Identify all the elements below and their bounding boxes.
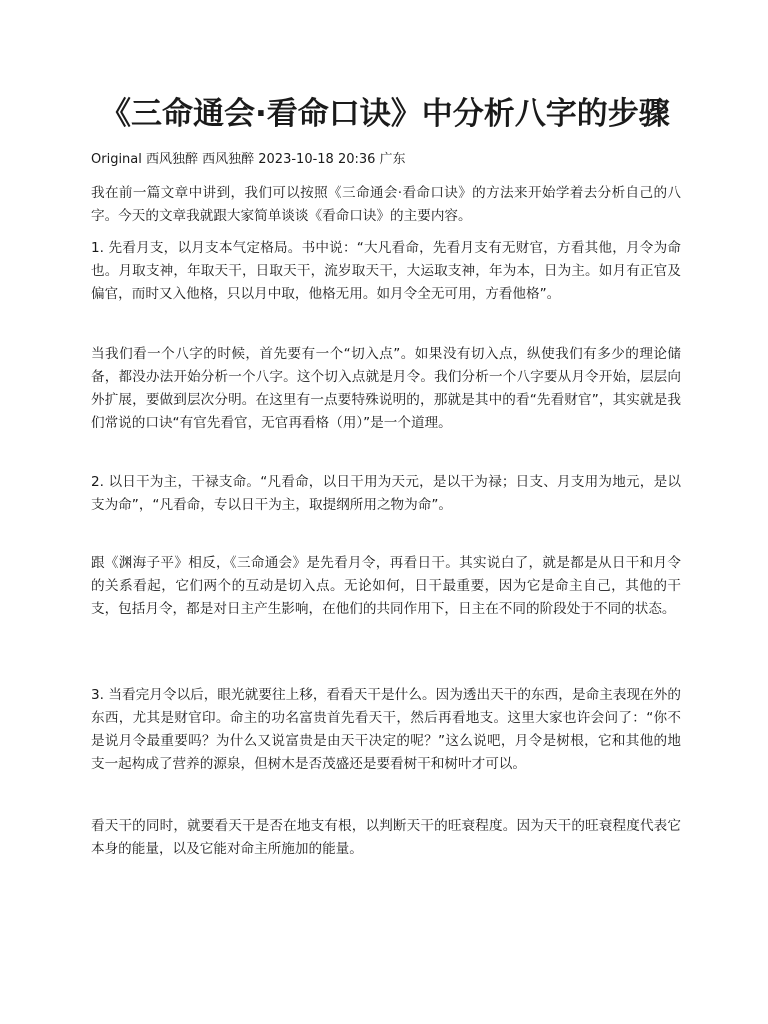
paragraph-step-1-explanation: 当我们看一个八字的时候，首先要有一个“切入点”。如果没有切入点，纵使我们有多少的理论储备，都没办法开始分析一个八字。这个切入点就是月令。我们分析一个八字要从月令开始，层层向外扩展，要做到层次分明。在这里有一点要特殊说明的，那就是其中的看“先看财官”，其实就是我们常说的口诀“有官先看官，无官再看格（用）”是一个道理。	[91, 346, 681, 431]
article-meta: Original 西风独醉 西风独醉 2023-10-18 20:36 广东	[91, 152, 406, 167]
paragraph-step-2: 2. 以日干为主，干禄支命。“凡看命，以日干用为天元，是以干为禄；日支、月支用为地元，是以支为命”，“凡看命，专以日干为主，取提纲所用之物为命”。	[91, 474, 681, 513]
paragraph-step-1: 1. 先看月支，以月支本气定格局。书中说：“大凡看命，先看月支有无财官，方看其他，月令为命也。月取支神，年取天干，日取天干，流岁取天干，大运取支神，年为本，日为主。如月有正官及偏官，而时又入他格，只以月中取，他格无用。如月令全无可用，方看他格”。	[91, 240, 681, 302]
paragraph-step-2-explanation: 跟《渊海子平》相反，《三命通会》是先看月令，再看日干。其实说白了，就是都是从日干和月令的关系看起，它们两个的互动是切入点。无论如何，日干最重要，因为它是命主自己，其他的干支，包括月令，都是对日主产生影响，在他们的共同作用下，日主在不同的阶段处于不同的状态。	[91, 555, 681, 617]
article-title: 《三命通会·看命口诀》中分析八字的步骤	[100, 96, 670, 132]
paragraph-intro: 我在前一篇文章中讲到，我们可以按照《三命通会·看命口诀》的方法来开始学着去分析自己的八字。今天的文章我就跟大家简单谈谈《看命口诀》的主要内容。	[91, 185, 681, 224]
paragraph-step-3: 3. 当看完月令以后，眼光就要往上移，看看天干是什么。因为透出天干的东西，是命主表现在外的东西，尤其是财官印。命主的功名富贵首先看天干，然后再看地支。这里大家也许会问了：“你不是说月令最重要吗？为什么又说富贵是由天干决定的呢？”这么说吧，月令是树根，它和其他的地支一起构成了营养的源泉，但树木是否茂盛还是要看树干和树叶才可以。	[91, 687, 681, 772]
paragraph-step-3-explanation: 看天干的同时，就要看天干是否在地支有根，以判断天干的旺衰程度。因为天干的旺衰程度代表它本身的能量，以及它能对命主所施加的能量。	[91, 818, 681, 857]
